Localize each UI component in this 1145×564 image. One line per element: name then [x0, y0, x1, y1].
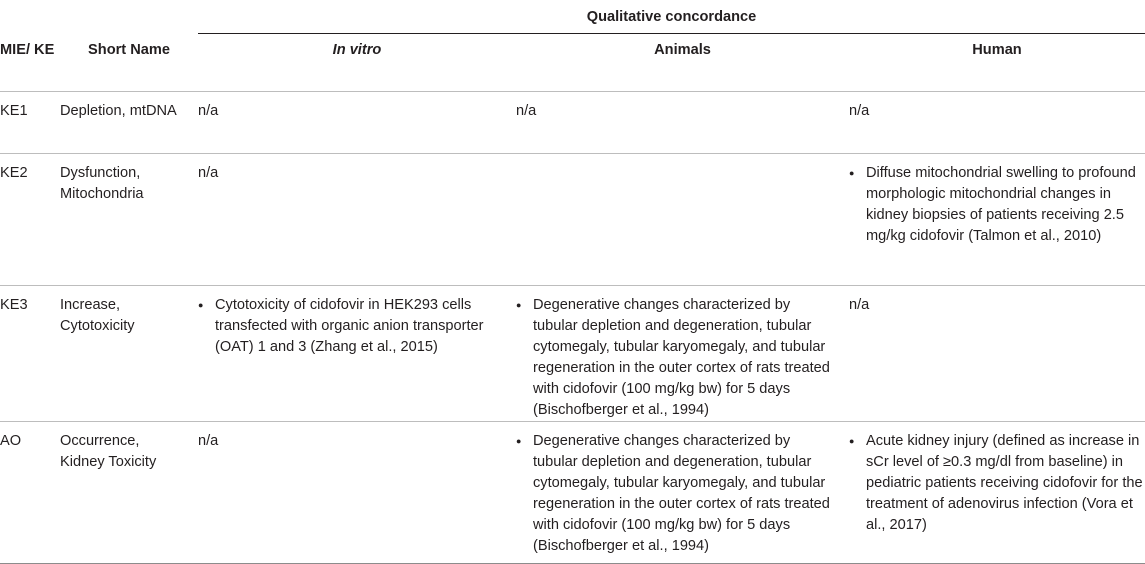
table-row — [0, 286, 1145, 422]
header-animals: Animals — [516, 34, 849, 92]
row-animals — [516, 286, 849, 422]
row-short-name: Dysfunction, Mitochondria — [60, 154, 198, 286]
row-id: AO — [0, 422, 60, 564]
row-in-vitro: n/a — [198, 154, 516, 286]
bullet-icon: ● — [849, 168, 855, 178]
header-human: Human — [849, 34, 1145, 92]
header-in-vitro: In vitro — [198, 34, 516, 92]
row-human — [849, 422, 1145, 564]
table-row — [0, 92, 1145, 154]
row-id: KE3 — [0, 286, 60, 422]
row-id: KE1 — [0, 92, 60, 154]
header-short-name: Short Name — [60, 34, 198, 92]
bullet-text: Degenerative changes characterized by tubular depletion and degeneration, tubular cytomegaly, tubular karyomegaly, and tubular regeneration in the outer cortex of rats treated with cidofovir (100 mg/kg bw) for 5 days (Bischofberger et al., 1994) — [533, 433, 830, 554]
row-animals: n/a — [516, 92, 849, 154]
table-row — [0, 422, 1145, 564]
bullet-icon: ● — [198, 300, 204, 310]
header-spacer-short-name — [60, 0, 198, 34]
row-in-vitro: n/a — [198, 422, 516, 564]
bullet-text: Cytotoxicity of cidofovir in HEK293 cells transfected with organic anion transporter (OAT) 1 and 3 (Zhang et al., 2015) — [215, 297, 484, 355]
row-short-name: Occurrence, Kidney Toxicity — [60, 422, 198, 564]
row-id: KE2 — [0, 154, 60, 286]
bullet-icon: ● — [516, 300, 522, 310]
row-human — [849, 154, 1145, 286]
row-short-name: Depletion, mtDNA — [60, 92, 198, 154]
row-short-name: Increase, Cytotoxicity — [60, 286, 198, 422]
bullet-icon: ● — [849, 436, 855, 446]
row-human: n/a — [849, 92, 1145, 154]
table-row — [0, 154, 1145, 286]
header-group-qualitative-concordance: Qualitative concordance — [198, 0, 1145, 34]
header-spacer-id — [0, 0, 60, 34]
row-in-vitro: n/a — [198, 92, 516, 154]
row-in-vitro — [198, 286, 516, 422]
bullet-text: Acute kidney injury (defined as increase in sCr level of ≥0.3 mg/dl from baseline) in pediatric patients receiving cidofovir for the treatment of adenovirus infection (Vora et al., 2017) — [866, 433, 1143, 533]
bullet-text: Degenerative changes characterized by tubular depletion and degeneration, tubular cytomegaly, tubular karyomegaly, and tubular regeneration in the outer cortex of rats treated with cidofovir (100 mg/kg bw) for 5 days (Bischofberger et al., 1994) — [533, 297, 830, 418]
row-animals — [516, 422, 849, 564]
bullet-icon: ● — [516, 436, 522, 446]
bullet-text: Diffuse mitochondrial swelling to profound morphologic mitochondrial changes in kidney biopsies of patients receiving 2.5 mg/kg cidofovir (Talmon et al., 2010) — [866, 165, 1136, 244]
row-human: n/a — [849, 286, 1145, 422]
row-animals — [516, 154, 849, 286]
header-mie-ke: MIE/ KE — [0, 34, 60, 92]
